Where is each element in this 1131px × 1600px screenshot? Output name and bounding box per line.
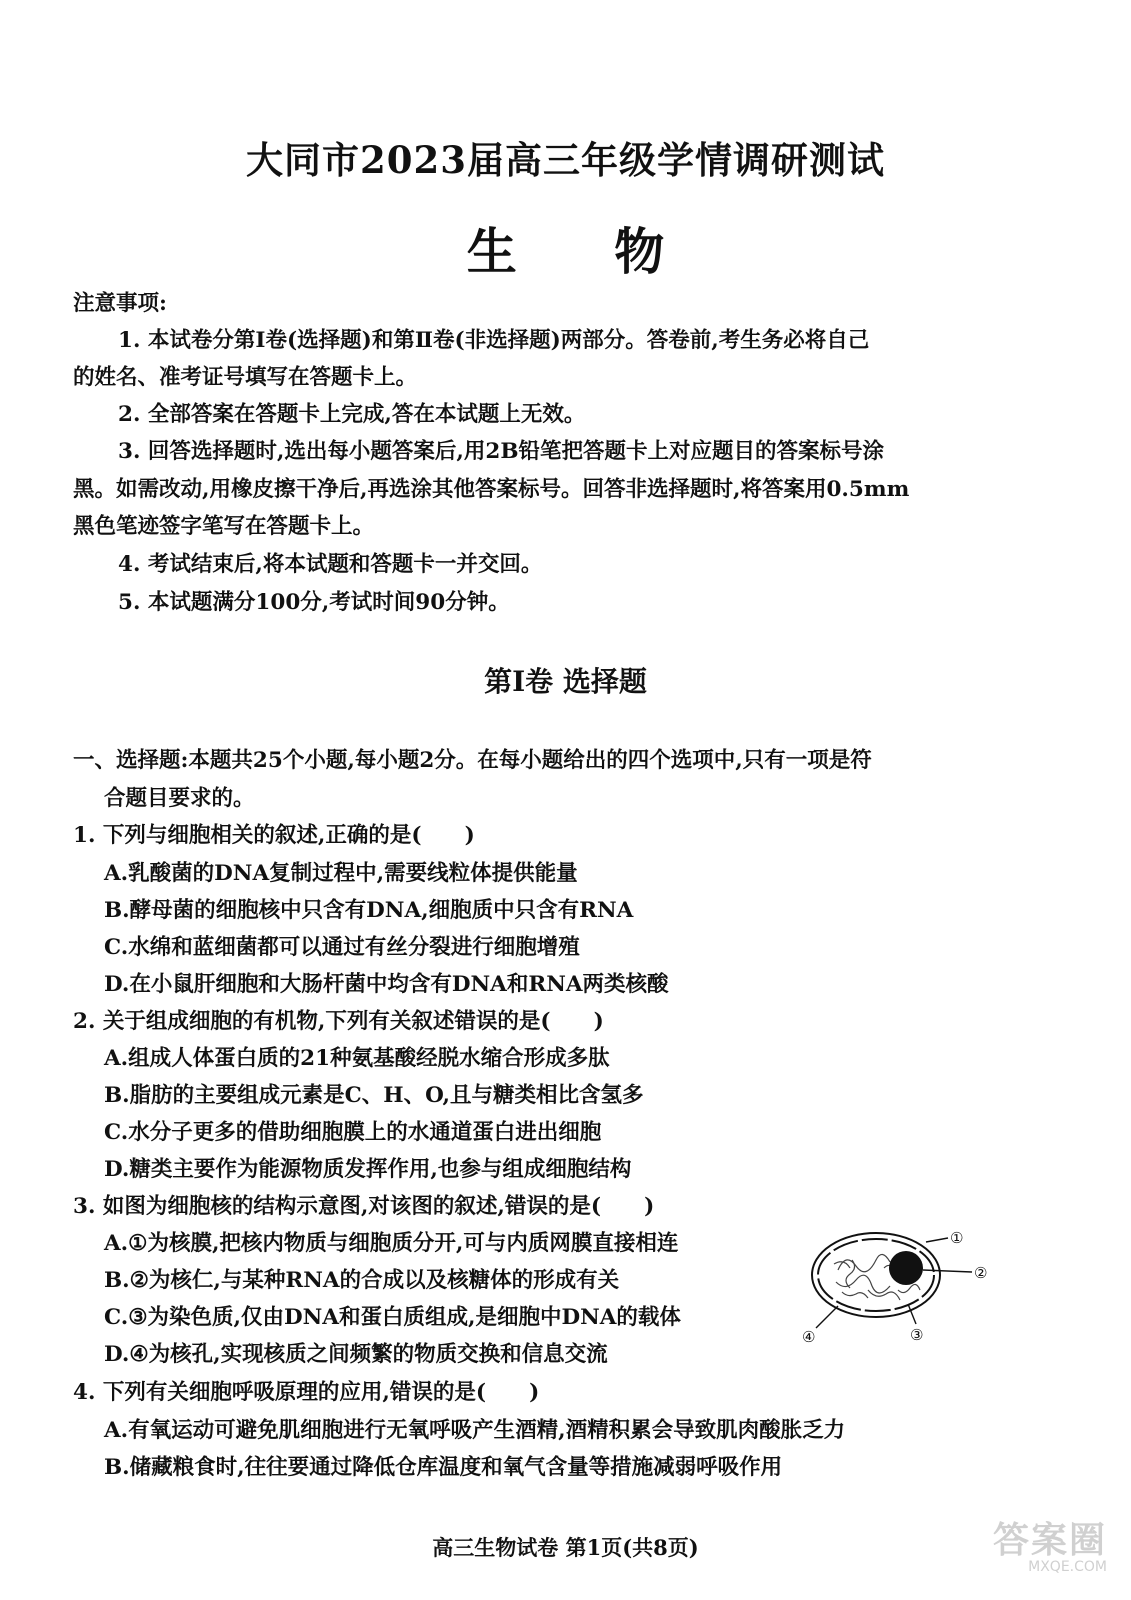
section-instruction: 合题目要求的。	[104, 786, 255, 811]
diagram-label: ①	[950, 1229, 964, 1247]
question-option: A.①为核膜,把核内物质与细胞质分开,可与内质网膜直接相连	[104, 1231, 679, 1256]
question-option: C.③为染色质,仅由DNA和蛋白质组成,是细胞中DNA的载体	[104, 1305, 681, 1330]
question-option: A.乳酸菌的DNA复制过程中,需要线粒体提供能量	[104, 861, 578, 886]
section-instruction: 一、选择题:本题共25个小题,每小题2分。在每小题给出的四个选项中,只有一项是符	[73, 748, 872, 773]
question-stem: 1. 下列与细胞相关的叙述,正确的是( )	[73, 823, 475, 848]
page-footer: 高三生物试卷 第1页(共8页)	[432, 1535, 699, 1560]
nucleolus	[889, 1251, 923, 1285]
question-option: A.有氧运动可避免肌细胞进行无氧呼吸产生酒精,酒精积累会导致肌肉酸胀乏力	[104, 1418, 846, 1443]
notice-line: 1. 本试卷分第Ⅰ卷(选择题)和第Ⅱ卷(非选择题)两部分。答卷前,考生务必将自己	[118, 328, 870, 353]
diagram-label: ③	[910, 1326, 924, 1344]
notice-line: 的姓名、准考证号填写在答题卡上。	[73, 365, 418, 390]
question-option: D.在小鼠肝细胞和大肠杆菌中均含有DNA和RNA两类核酸	[104, 972, 669, 997]
question-option: C.水分子更多的借助细胞膜上的水通道蛋白进出细胞	[104, 1120, 602, 1145]
question-option: B.②为核仁,与某种RNA的合成以及核糖体的形成有关	[104, 1268, 620, 1293]
watermark-site: MXQE.COM	[1028, 1559, 1107, 1575]
question-option: D.④为核孔,实现核质之间频繁的物质交换和信息交流	[104, 1342, 608, 1367]
diagram-label: ②	[974, 1264, 988, 1282]
question-stem: 2. 关于组成细胞的有机物,下列有关叙述错误的是( )	[73, 1009, 604, 1034]
watermark-logo-text: 答案圈	[992, 1520, 1107, 1561]
notice-heading: 注意事项:	[73, 291, 167, 316]
question-option: C.水绵和蓝细菌都可以通过有丝分裂进行细胞增殖	[104, 935, 580, 960]
notice-line: 3. 回答选择题时,选出每小题答案后,用2B铅笔把答题卡上对应题目的答案标号涂	[118, 439, 885, 464]
subject-title: 生 物	[466, 222, 705, 281]
diagram-label: ④	[802, 1328, 816, 1346]
question-option: A.组成人体蛋白质的21种氨基酸经脱水缩合形成多肽	[104, 1046, 610, 1071]
notice-line: 5. 本试题满分100分,考试时间90分钟。	[118, 590, 510, 615]
question-stem: 3. 如图为细胞核的结构示意图,对该图的叙述,错误的是( )	[73, 1194, 655, 1219]
question-option: B.酵母菌的细胞核中只含有DNA,细胞质中只含有RNA	[104, 898, 634, 923]
notice-line: 4. 考试结束后,将本试题和答题卡一并交回。	[118, 552, 543, 577]
notice-line: 黑色笔迹签字笔写在答题卡上。	[73, 514, 375, 539]
question-option: B.脂肪的主要组成元素是C、H、O,且与糖类相比含氢多	[104, 1083, 644, 1108]
nucleus-diagram	[798, 1220, 998, 1360]
exam-title: 大同市2023届高三年级学情调研测试	[246, 138, 885, 182]
notice-line: 2. 全部答案在答题卡上完成,答在本试题上无效。	[118, 402, 586, 427]
question-option: D.糖类主要作为能源物质发挥作用,也参与组成细胞结构	[104, 1157, 632, 1182]
question-stem: 4. 下列有关细胞呼吸原理的应用,错误的是( )	[73, 1380, 540, 1405]
watermark-logo	[993, 1512, 1107, 1575]
question-option: B.储藏粮食时,往往要通过降低仓库温度和氧气含量等措施减弱呼吸作用	[104, 1455, 783, 1480]
section-heading: 第Ⅰ卷 选择题	[484, 665, 647, 698]
notice-line: 黑。如需改动,用橡皮擦干净后,再选涂其他答案标号。回答非选择题时,将答案用0.5mm	[73, 477, 910, 502]
